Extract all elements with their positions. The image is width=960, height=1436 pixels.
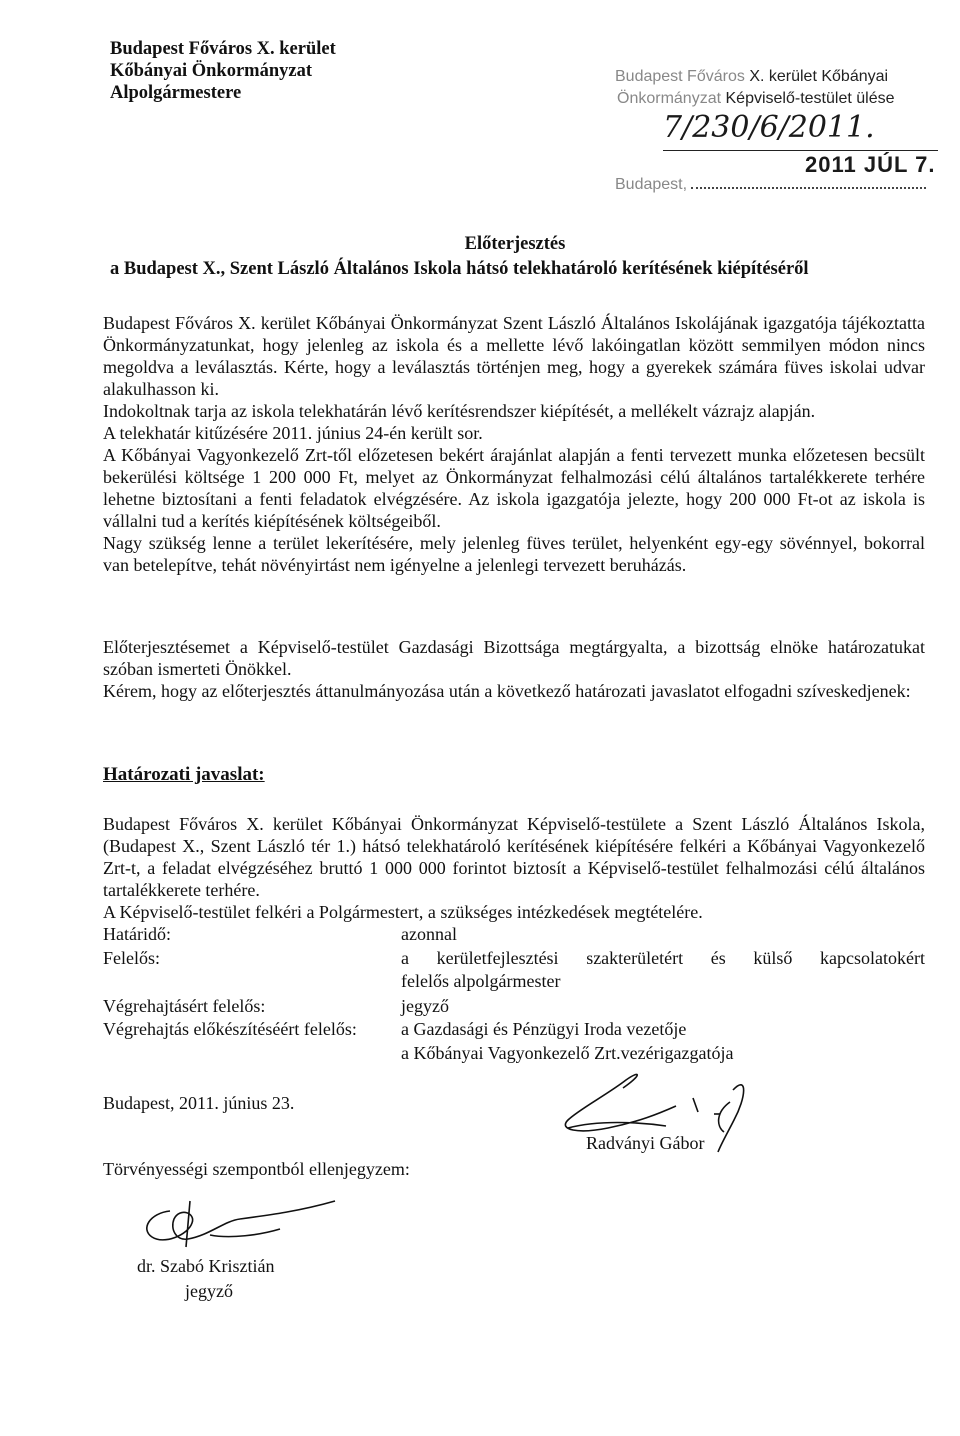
stamp-dotted-line	[691, 187, 926, 189]
stamp-line-1	[615, 68, 888, 86]
prep-value-2: a Kőbányai Vagyonkezelő Zrt.vezérigazgatója	[401, 1043, 734, 1063]
stamp-place	[615, 176, 926, 194]
document-title: Előterjesztés	[464, 234, 566, 254]
exec-value: jegyző	[401, 996, 449, 1016]
stamp-line-2-rest: Képviselő-testület ülése	[725, 90, 895, 107]
paragraph: Előterjesztésemet a Képviselő-testület Gazdasági Bizottsága megtárgyalta, a bizottság elnöke határozatukat szóban ismerteti Önökkel.	[103, 637, 925, 679]
signature-2-scribble	[130, 1195, 350, 1265]
paragraph: A telekhatár kitűzésére 2011. június 24-én került sor.	[103, 423, 483, 443]
stamp-number-field	[663, 110, 938, 151]
notary-title: jegyző	[185, 1281, 233, 1301]
paragraph: Budapest Főváros X. kerület Kőbányai Önkormányzat Képviselő-testülete a Szent László Általános Iskola, (Budapest X., Szent László tér 1.) hátsó telekhatároló kerítésének kiépítésére felkéri a Kőbányai Vagyonkezelő Zrt-t, a feladat elvégzéséhez bruttó 1 000 000 forintot biztosít a Képviselő-testület felhalmozási célú általános tartalékkerete terhére.	[103, 814, 925, 900]
body-text-2	[103, 636, 925, 702]
paragraph: A Képviselő-testület felkéri a Polgármestert, a szükséges intézkedések megtételére.	[103, 902, 703, 922]
exec-label: Végrehajtásért felelős:	[103, 996, 266, 1016]
prep-label: Végrehajtás előkészítéséért felelős:	[103, 1019, 357, 1039]
responsible-label: Felelős:	[103, 948, 160, 968]
paragraph: A Kőbányai Vagyonkezelő Zrt-től előzetesen bekért árajánlat alapján a fenti tervezett munka előzetesen becsült bekerülési költsége 1 200 000 Ft, melyet az Önkormányzat felhalmozási célú általános tartalékkerete terhére lehetne biztosítani a fenti feladatok elvégzésére. Az iskola igazgatója jelezte, hogy 200 000 Ft-ot az iskola is vállalni tud a kerítés kiépítésének költségeiből.	[103, 445, 925, 531]
resolution-heading: Határozati javaslat:	[103, 764, 265, 785]
notary-name: dr. Szabó Krisztián	[137, 1256, 275, 1276]
responsible-value-1: a kerületfejlesztési szakterületért és külső kapcsolatokért	[401, 948, 925, 968]
deadline-label: Határidő:	[103, 924, 171, 944]
deadline-value: azonnal	[401, 924, 457, 944]
paragraph: Kérem, hogy az előterjesztés áttanulmányozása után a következő határozati javaslatot elfogadni szíveskedjenek:	[103, 681, 911, 701]
stamp-place-label: Budapest,	[615, 176, 688, 193]
place-date: Budapest, 2011. június 23.	[103, 1093, 295, 1113]
signatory-name: Radványi Gábor	[586, 1133, 705, 1153]
paragraph: Budapest Főváros X. kerület Kőbányai Önkormányzat Szent László Általános Iskolájának igazgatója tájékoztatta Önkormányzatunkat, hogy jelenleg az iskola és a mellette lévő lakóingatlan között semmilyen módon nincs megoldva a leválasztás. Kérte, hogy a leválasztás történjen meg, hogy a gyerekek számára füves iskolai udvar alakulhasson ki.	[103, 313, 925, 399]
sender-line-3: Alpolgármestere	[110, 83, 242, 103]
paragraph: Nagy szükség lenne a terület lekerítésére, mely jelenleg füves terület, helyenként egy-egy sövénnyel, bokorral van betelepítve, tehát növényirtást nem igényelne a jelenlegi tervezett beruházás.	[103, 533, 925, 575]
stamp-date: 2011 JÚL 7.	[805, 152, 936, 177]
stamp-line-1-rest: X. kerület Kőbányai	[749, 68, 889, 85]
resolution-text	[103, 813, 925, 923]
sender-block	[110, 38, 336, 104]
stamp-number: 7/230/6/2011.	[663, 110, 875, 145]
prep-value-1: a Gazdasági és Pénzügyi Iroda vezetője	[401, 1019, 687, 1039]
sender-line-1: Budapest Főváros X. kerület	[110, 39, 336, 59]
document-subtitle: a Budapest X., Szent László Általános Iskola hátsó telekhatároló kerítésének kiépítéséről	[110, 259, 809, 279]
stamp-line-1-faint: Budapest Főváros	[615, 68, 745, 85]
responsible-value-2: felelős alpolgármester	[401, 971, 561, 991]
legality-note: Törvényességi szempontból ellenjegyzem:	[103, 1159, 410, 1179]
body-text	[103, 312, 925, 576]
sender-line-2: Kőbányai Önkormányzat	[110, 61, 312, 81]
paragraph: Indokoltnak tarja az iskola telekhatárán lévő kerítésrendszer kiépítését, a mellékelt vázrajz alapján.	[103, 401, 816, 421]
stamp-line-2	[617, 90, 894, 108]
stamp-line-2-faint: Önkormányzat	[617, 90, 722, 107]
